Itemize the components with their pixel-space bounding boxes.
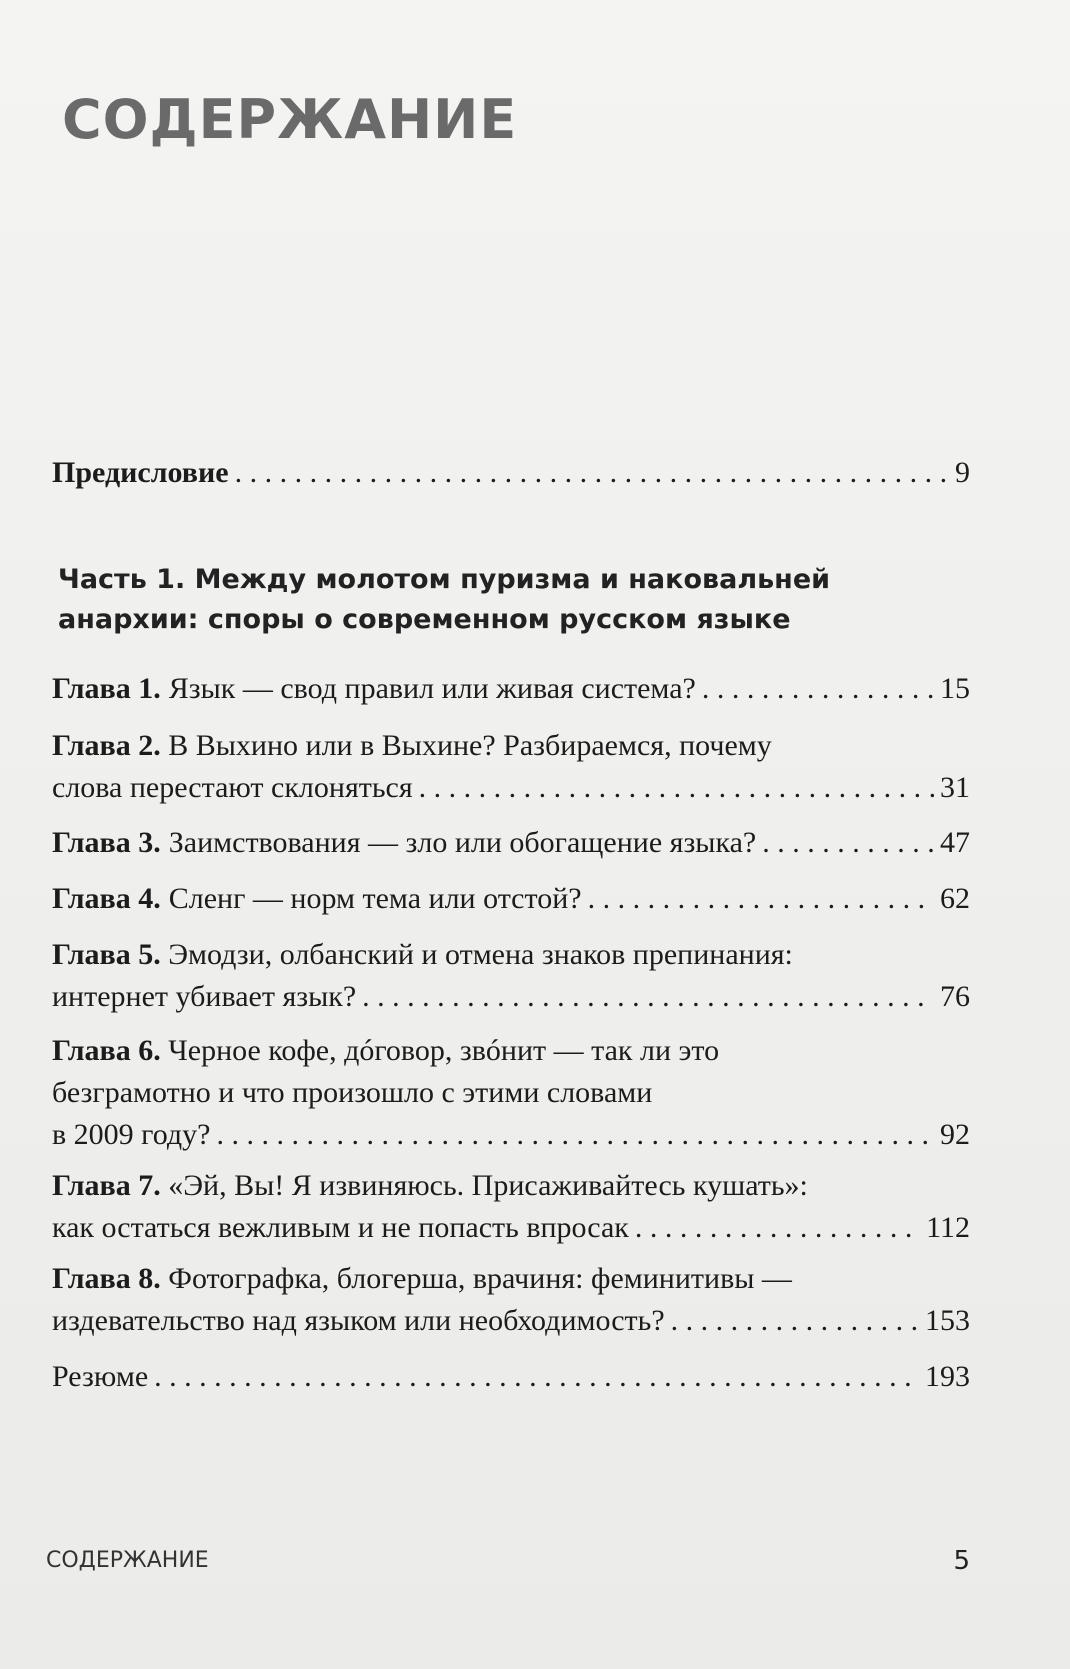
toc-entry-summary	[52, 1356, 970, 1398]
toc-entry-chapter-7	[52, 1165, 970, 1249]
toc-entry-chapter-2	[52, 725, 970, 809]
part-heading: Часть 1. Между молотом пуризма и наковальней анархии: споры о современном русском языке	[58, 564, 831, 635]
toc-entry-title: Резюме	[52, 1360, 149, 1393]
dot-leader	[154, 1356, 919, 1398]
toc-entry-title: Предисловие	[52, 456, 229, 489]
dot-leader	[635, 1207, 920, 1249]
chapter-label: Глава 6.	[52, 1034, 161, 1067]
toc-page-number: 15	[940, 672, 970, 705]
chapter-label: Глава 5.	[52, 938, 161, 971]
chapter-title-text: Заимствования — зло или обогащение языка?	[168, 826, 757, 859]
dot-leader	[235, 452, 949, 494]
chapter-label: Глава 3.	[52, 826, 161, 859]
toc-entry-chapter-3	[52, 822, 970, 864]
chapter-title-text: В Выхино или в Выхине? Разбираемся, почему	[168, 729, 772, 762]
toc-page-number: 92	[940, 1118, 970, 1151]
running-footer-title: СОДЕРЖАНИЕ	[46, 1548, 209, 1573]
dot-leader	[419, 767, 934, 809]
chapter-title-text: интернет убивает язык?	[52, 980, 357, 1013]
toc-entry-chapter-6	[52, 1030, 970, 1156]
toc-page-number: 9	[955, 456, 970, 489]
chapter-label: Глава 7.	[52, 1169, 161, 1202]
toc-entry-chapter-1	[52, 668, 970, 710]
dot-leader	[671, 1300, 919, 1342]
chapter-title-text: слова перестают склоняться	[52, 771, 413, 804]
dot-leader	[362, 976, 934, 1018]
toc-entry-chapter-5	[52, 934, 970, 1018]
toc-entry-line	[52, 725, 970, 767]
chapter-title-text: в 2009 году?	[52, 1118, 211, 1151]
dot-leader	[762, 822, 934, 864]
chapter-label: Глава 4.	[52, 882, 161, 915]
toc-page-number: 31	[940, 771, 970, 804]
toc-entry-line	[52, 1165, 970, 1207]
chapter-title-text: Язык — свод правил или живая система?	[168, 672, 696, 705]
toc-entry-preface	[52, 452, 970, 494]
toc-page-number: 62	[940, 882, 970, 915]
chapter-title-text: как остаться вежливым и не попасть впросак	[52, 1211, 629, 1244]
dot-leader	[588, 878, 934, 920]
toc-entry-line	[52, 1030, 970, 1072]
chapter-title-text: Фотографка, блогерша, врачиня: феминитивы —	[168, 1262, 792, 1295]
chapter-title-text: Эмодзи, олбанский и отмена знаков препинания:	[168, 938, 793, 971]
toc-entry-chapter-4	[52, 878, 970, 920]
toc-entry-chapter-8	[52, 1258, 970, 1342]
chapter-title-text: издевательство над языком или необходимость?	[52, 1304, 665, 1337]
toc-page-number: 112	[926, 1211, 970, 1244]
chapter-title-text: Сленг — норм тема или отстой?	[168, 882, 582, 915]
toc-page-number: 76	[940, 980, 970, 1013]
toc-page-number: 153	[925, 1304, 970, 1337]
chapter-label: Глава 1.	[52, 672, 161, 705]
contents-heading: СОДЕРЖАНИЕ	[62, 88, 518, 151]
toc-entry-line	[52, 934, 970, 976]
toc-entry-line	[52, 1258, 970, 1300]
chapter-title-text: «Эй, Вы! Я извиняюсь. Присаживайтесь кушать»:	[168, 1169, 808, 1202]
toc-page-number: 47	[940, 826, 970, 859]
toc-page-number: 193	[925, 1360, 970, 1393]
chapter-title-text: безграмотно и что произошло с этими словами	[52, 1076, 653, 1109]
toc-entry-line	[52, 1072, 970, 1114]
chapter-label: Глава 8.	[52, 1262, 161, 1295]
dot-leader	[702, 668, 934, 710]
chapter-title-text: Черное кофе, дóговор, звóнит — так ли это	[168, 1034, 720, 1067]
chapter-label: Глава 2.	[52, 729, 161, 762]
dot-leader	[216, 1114, 934, 1156]
folio-page-number: 5	[953, 1546, 970, 1576]
